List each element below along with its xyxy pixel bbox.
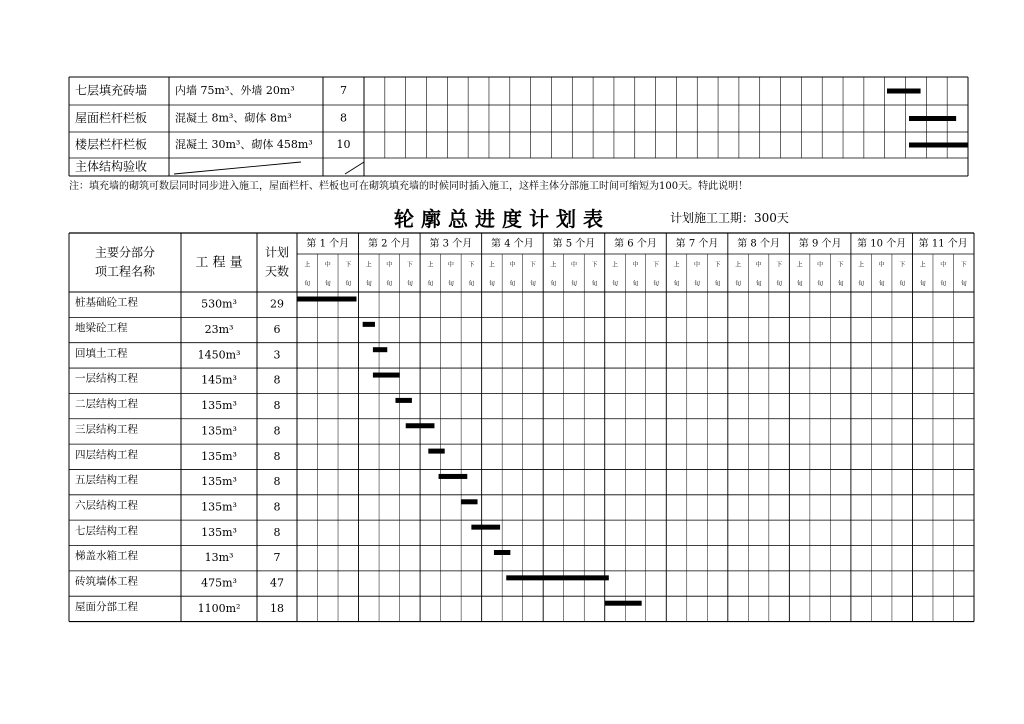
task-name: 梯盖水箱工程 — [75, 550, 138, 563]
decade-label-top: 中 — [755, 261, 762, 269]
task-quantity: 135m³ — [201, 449, 237, 463]
top-row-name: 楼层栏杆栏板 — [75, 137, 148, 152]
month-label: 第 4 个月 — [491, 238, 534, 250]
decade-label-bottom: 旬 — [817, 280, 824, 288]
task-quantity: 475m³ — [201, 576, 237, 590]
decade-label-top: 中 — [509, 261, 516, 269]
decade-label-bottom: 旬 — [735, 280, 742, 288]
decade-label-top: 下 — [899, 261, 906, 269]
task-days: 8 — [273, 449, 281, 463]
top-row-quantity: 混凝土 8m³、砌体 8m³ — [175, 111, 292, 125]
decade-label-bottom: 旬 — [776, 280, 783, 288]
top-row-days: 10 — [336, 138, 351, 151]
task-name: 屋面分部工程 — [75, 600, 138, 613]
gantt-bar — [297, 297, 356, 302]
decade-label-bottom: 旬 — [550, 280, 557, 288]
decade-label-top: 下 — [345, 261, 352, 269]
month-label: 第 9 个月 — [798, 238, 842, 250]
task-name: 回填土工程 — [75, 347, 128, 360]
top-row-days: 8 — [340, 111, 347, 125]
decade-label-bottom: 旬 — [755, 280, 762, 288]
task-name: 七层结构工程 — [75, 524, 138, 537]
decade-label-top: 中 — [940, 261, 947, 269]
decade-label-top: 上 — [611, 261, 618, 269]
decade-label-top: 上 — [919, 261, 926, 269]
header-name-line2: 项工程名称 — [94, 264, 156, 279]
decade-label-bottom: 旬 — [447, 280, 454, 288]
task-quantity: 1100m² — [197, 601, 241, 615]
gantt-bar — [506, 575, 609, 580]
task-days: 47 — [270, 576, 284, 590]
month-label: 第 3 个月 — [429, 238, 473, 250]
decade-label-top: 下 — [714, 261, 721, 269]
gantt-bar — [406, 423, 435, 428]
decade-label-bottom: 旬 — [365, 280, 372, 288]
task-name: 五层结构工程 — [75, 474, 138, 487]
decade-label-top: 上 — [796, 261, 803, 269]
month-label: 第 1 个月 — [306, 238, 350, 250]
decade-label-top: 上 — [735, 261, 742, 269]
decade-label-bottom: 旬 — [488, 280, 495, 288]
task-days: 8 — [273, 525, 281, 539]
decade-label-top: 中 — [878, 261, 885, 269]
decade-label-bottom: 旬 — [345, 280, 352, 288]
decade-label-bottom: 旬 — [427, 280, 434, 288]
decade-label-top: 上 — [488, 261, 495, 269]
decade-label-bottom: 旬 — [304, 280, 311, 288]
task-name: 地梁砼工程 — [75, 322, 128, 335]
month-label: 第 5 个月 — [552, 238, 596, 250]
decade-label-bottom: 旬 — [406, 280, 413, 288]
gantt-bar — [605, 601, 642, 606]
decade-label-bottom: 旬 — [653, 280, 660, 288]
task-name: 三层结构工程 — [75, 423, 138, 436]
header-quantity: 工 程 量 — [195, 255, 243, 271]
decade-label-top: 上 — [304, 261, 311, 269]
decade-label-bottom: 旬 — [591, 280, 598, 288]
task-days: 18 — [270, 601, 284, 615]
top-row-name: 七层填充砖墙 — [75, 83, 148, 98]
decade-label-top: 上 — [427, 261, 434, 269]
task-days: 8 — [273, 424, 281, 438]
top-schedule-bar — [909, 116, 956, 121]
diagonal-stroke — [174, 162, 301, 174]
decade-label-top: 下 — [591, 261, 598, 269]
top-row-name: 屋面栏杆栏板 — [75, 111, 148, 125]
task-quantity: 23m³ — [204, 323, 234, 337]
decade-label-bottom: 旬 — [940, 280, 947, 288]
decade-label-bottom: 旬 — [324, 280, 331, 288]
decade-label-bottom: 旬 — [899, 280, 906, 288]
header-name-line1: 主要分部分 — [94, 245, 156, 260]
task-days: 8 — [273, 373, 281, 387]
task-days: 3 — [273, 348, 281, 362]
task-name: 四层结构工程 — [75, 448, 138, 461]
gantt-bar — [395, 398, 411, 403]
diagonal-stroke — [345, 162, 364, 174]
task-quantity: 13m³ — [204, 551, 234, 565]
task-quantity: 135m³ — [201, 525, 237, 539]
gantt-bar — [373, 347, 387, 352]
month-label: 第 8 个月 — [737, 238, 780, 250]
decade-label-bottom: 旬 — [632, 280, 639, 288]
task-quantity: 1450m³ — [197, 348, 241, 362]
decade-label-bottom: 旬 — [960, 280, 967, 288]
decade-label-bottom: 旬 — [858, 280, 865, 288]
task-days: 8 — [273, 500, 281, 514]
decade-label-bottom: 旬 — [878, 280, 885, 288]
decade-label-bottom: 旬 — [386, 280, 393, 288]
month-label: 第 6 个月 — [614, 238, 657, 250]
gantt-bar — [428, 449, 444, 454]
gantt-bar — [471, 525, 500, 530]
decade-label-top: 下 — [529, 261, 536, 269]
gantt-bar — [494, 550, 510, 555]
task-name: 一层结构工程 — [75, 372, 138, 385]
planned-duration: 计划施工工期：300天 — [670, 211, 789, 225]
decade-label-bottom: 旬 — [529, 280, 536, 288]
decade-label-bottom: 旬 — [570, 280, 577, 288]
schedule-title: 轮廓总进度计划表 — [394, 207, 610, 231]
decade-label-top: 下 — [468, 261, 475, 269]
top-row-name: 主体结构验收 — [75, 159, 148, 174]
decade-label-bottom: 旬 — [919, 280, 926, 288]
header-days-line2: 天数 — [264, 264, 290, 279]
decade-label-bottom: 旬 — [714, 280, 721, 288]
top-row-quantity: 混凝土 30m³、砌体 458m³ — [175, 138, 313, 151]
decade-label-bottom: 旬 — [509, 280, 516, 288]
decade-label-top: 上 — [550, 261, 557, 269]
task-days: 7 — [273, 551, 281, 565]
decade-label-bottom: 旬 — [468, 280, 475, 288]
decade-label-top: 中 — [817, 261, 824, 269]
task-days: 6 — [273, 323, 281, 337]
decade-label-top: 下 — [837, 261, 844, 269]
decade-label-top: 上 — [858, 261, 865, 269]
decade-label-top: 中 — [386, 261, 393, 269]
task-quantity: 145m³ — [201, 373, 237, 387]
header-days-line1: 计划 — [264, 245, 290, 260]
decade-label-top: 下 — [960, 261, 967, 269]
task-quantity: 530m³ — [201, 297, 237, 311]
decade-label-bottom: 旬 — [673, 280, 680, 288]
task-quantity: 135m³ — [201, 475, 237, 489]
decade-label-bottom: 旬 — [611, 280, 618, 288]
decade-label-top: 上 — [673, 261, 680, 269]
month-label: 第 11 个月 — [918, 238, 968, 250]
month-label: 第 10 个月 — [857, 238, 907, 250]
gantt-bar — [363, 322, 375, 327]
task-days: 8 — [273, 399, 281, 413]
top-row-days: 7 — [340, 84, 347, 97]
task-days: 8 — [273, 475, 281, 489]
decade-label-top: 中 — [632, 261, 639, 269]
task-quantity: 135m³ — [201, 500, 237, 514]
top-row-quantity: 内墙 75m³、外墙 20m³ — [175, 84, 295, 97]
gantt-bar — [461, 499, 477, 504]
decade-label-top: 中 — [324, 261, 331, 269]
decade-label-top: 上 — [365, 261, 372, 269]
decade-label-bottom: 旬 — [694, 280, 701, 288]
task-name: 砖筑墙体工程 — [75, 575, 138, 588]
decade-label-bottom: 旬 — [837, 280, 844, 288]
task-days: 29 — [270, 297, 284, 311]
decade-label-top: 中 — [447, 261, 454, 269]
task-name: 六层结构工程 — [75, 499, 138, 512]
construction-note: 注：填充墙的砌筑可数层同时同步进入施工，屋面栏杆、栏板也可在砌筑填充墙的时候同时插入施工，这样主体分部施工时间可缩短为100天。特此说明！ — [69, 181, 749, 192]
task-name: 桩基础砼工程 — [75, 296, 138, 309]
month-label: 第 7 个月 — [675, 238, 719, 250]
decade-label-top: 下 — [406, 261, 413, 269]
task-quantity: 135m³ — [201, 399, 237, 413]
gantt-bar — [373, 373, 400, 378]
decade-label-bottom: 旬 — [796, 280, 803, 288]
month-label: 第 2 个月 — [367, 238, 411, 250]
task-quantity: 135m³ — [201, 424, 237, 438]
task-name: 二层结构工程 — [75, 398, 138, 411]
decade-label-top: 中 — [570, 261, 577, 269]
decade-label-top: 下 — [776, 261, 783, 269]
decade-label-top: 下 — [653, 261, 660, 269]
decade-label-top: 中 — [694, 261, 701, 269]
gantt-bar — [439, 474, 468, 479]
top-schedule-bar — [909, 143, 968, 148]
top-schedule-bar — [887, 89, 921, 94]
